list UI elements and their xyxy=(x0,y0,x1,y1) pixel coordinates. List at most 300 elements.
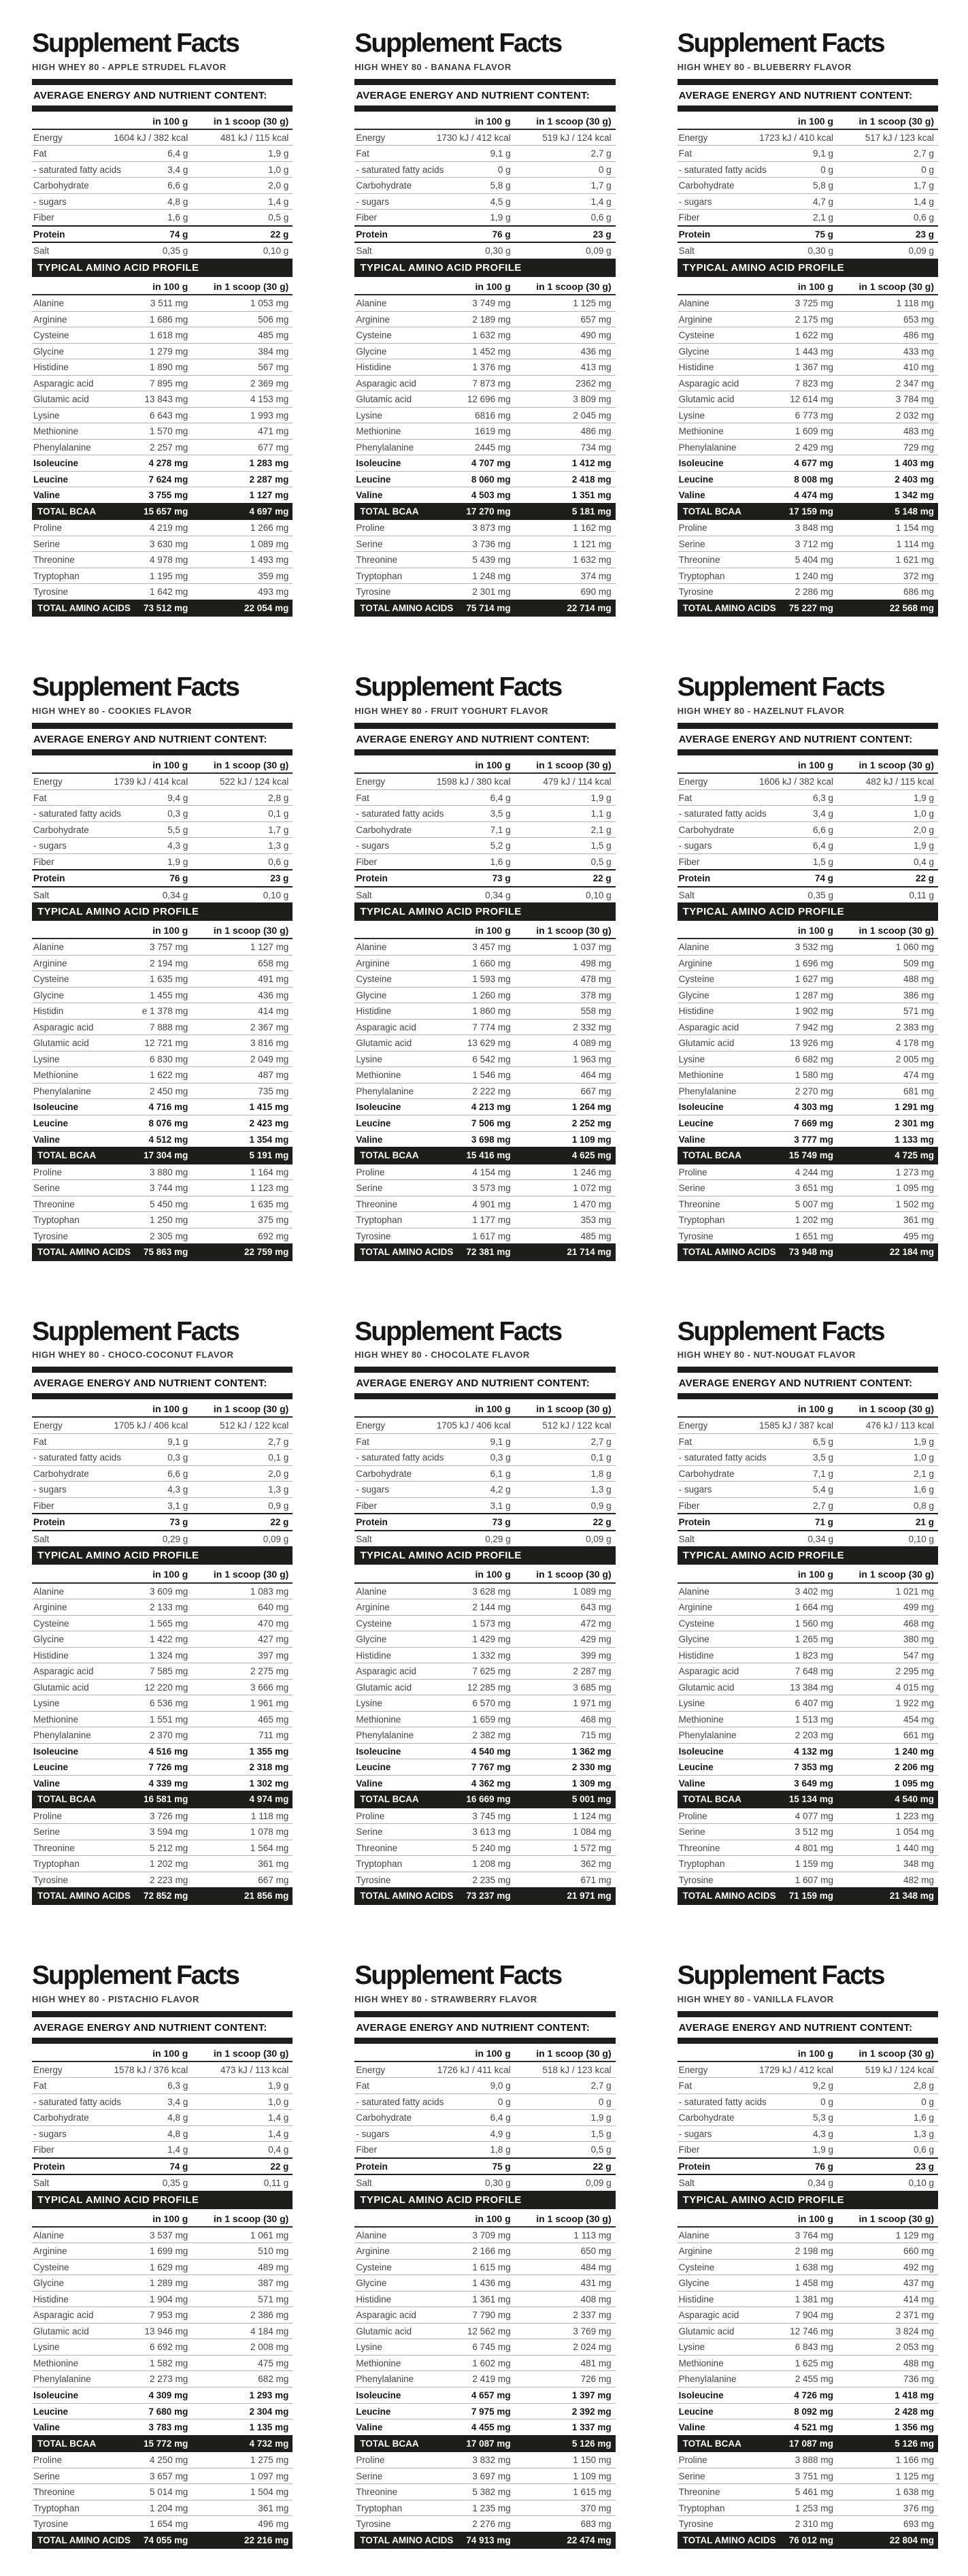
row-value-scoop: 667 mg xyxy=(258,1874,289,1885)
row-value-100g: 2 419 mg xyxy=(472,2374,511,2385)
row-value-scoop: 2 332 mg xyxy=(573,1022,612,1032)
row-value-scoop: 1 150 mg xyxy=(573,2455,612,2466)
row-label: Isoleucine xyxy=(356,2390,401,2400)
row-value-100g: 2 455 mg xyxy=(795,2374,833,2385)
row-value-scoop: 1,4 g xyxy=(268,196,289,207)
row-label: Glycine xyxy=(33,346,65,357)
divider-bar xyxy=(354,79,615,85)
amino-row xyxy=(678,455,938,472)
row-value-scoop: 1 061 mg xyxy=(250,2230,289,2240)
row-value-100g: 1,9 g xyxy=(167,856,188,867)
row-value-scoop: 1 113 mg xyxy=(573,2230,612,2240)
column-header-row xyxy=(354,1565,615,1583)
row-label: Proline xyxy=(33,1167,63,1177)
row-label: Carbohydrate xyxy=(356,2113,412,2123)
row-label: Valine xyxy=(33,2422,61,2433)
row-value-scoop: 0,6 g xyxy=(268,856,289,867)
row-value-scoop: 1,9 g xyxy=(913,841,934,851)
amino-row xyxy=(678,600,938,617)
row-label: Energy xyxy=(33,132,63,143)
nutrient-row xyxy=(32,2157,293,2176)
row-label: Methionine xyxy=(678,1714,724,1725)
amino-row xyxy=(678,1648,938,1664)
row-value-100g: 7 774 mg xyxy=(472,1022,511,1032)
amino-row xyxy=(32,2404,293,2420)
amino-row xyxy=(678,1791,938,1808)
row-label: Proline xyxy=(678,2455,707,2466)
column-header-100g: in 100 g xyxy=(152,760,188,771)
column-header-scoop: in 1 scoop (30 g) xyxy=(536,2213,612,2224)
divider-bar xyxy=(32,749,293,755)
row-label: Cysteine xyxy=(678,330,715,341)
nutrient-rows xyxy=(32,774,293,903)
row-label: Alanine xyxy=(33,2230,65,2240)
row-value-100g: 1 632 mg xyxy=(472,330,511,341)
amino-row xyxy=(354,2435,615,2453)
nutrient-row xyxy=(354,1466,615,1482)
row-value-100g: 1 638 mg xyxy=(795,2262,833,2272)
row-label: Histidine xyxy=(356,362,392,373)
row-value-scoop: 0,8 g xyxy=(913,1500,934,1511)
row-label: Threonine xyxy=(678,555,720,566)
row-label: Cysteine xyxy=(33,974,69,985)
row-label: Tryptophan xyxy=(356,570,403,581)
nutrient-row xyxy=(678,210,938,226)
amino-row xyxy=(678,2324,938,2340)
row-value-scoop: 506 mg xyxy=(258,314,289,325)
panel-subtitle: HIGH WHEY 80 - STRAWBERRY FLAVOR xyxy=(354,1993,537,2004)
amino-row xyxy=(32,1744,293,1760)
row-value-100g: 12 220 mg xyxy=(144,1682,188,1693)
row-value-scoop: 1,3 g xyxy=(268,1484,289,1495)
divider-bar xyxy=(354,749,615,755)
amino-row xyxy=(354,1759,615,1776)
row-value-100g: 17 087 mg xyxy=(466,2438,511,2449)
nutrient-row xyxy=(32,869,293,887)
row-value-100g: 3 757 mg xyxy=(150,942,188,953)
amino-row xyxy=(678,2339,938,2355)
row-label: Serine xyxy=(678,2471,705,2481)
amino-row xyxy=(678,939,938,956)
row-value-100g: 7 873 mg xyxy=(472,378,511,389)
panel-title: Supplement Facts xyxy=(32,1960,239,1990)
row-value-scoop: 431 mg xyxy=(580,2278,612,2289)
row-label: Threonine xyxy=(33,555,75,566)
row-value-100g: 12 614 mg xyxy=(790,394,833,405)
amino-rows xyxy=(354,1584,615,1905)
row-value-scoop: 1 109 mg xyxy=(571,1134,612,1145)
row-label: Lysine xyxy=(678,410,705,421)
row-value-100g: 9,1 g xyxy=(490,148,511,159)
amino-row xyxy=(678,2260,938,2276)
row-value-100g: 4 250 mg xyxy=(150,2455,188,2466)
amino-row xyxy=(678,1759,938,1776)
row-value-scoop: 359 mg xyxy=(258,570,289,581)
amino-row xyxy=(678,440,938,456)
row-label: Carbohydrate xyxy=(356,1468,412,1479)
nutrient-rows xyxy=(354,130,615,259)
row-label: Histidine xyxy=(356,1006,392,1017)
row-label: Glutamic acid xyxy=(356,394,412,405)
row-label: Asparagic acid xyxy=(33,378,94,389)
row-value-100g: 1 429 mg xyxy=(472,1634,511,1645)
row-value-scoop: 483 mg xyxy=(903,426,934,437)
column-header-100g: in 100 g xyxy=(152,925,188,936)
row-value-scoop: 471 mg xyxy=(258,426,289,437)
row-value-100g: 12 562 mg xyxy=(467,2326,511,2336)
row-value-scoop: 2 304 mg xyxy=(249,2406,289,2417)
row-value-100g: 74 g xyxy=(169,2161,188,2172)
column-header-100g: in 100 g xyxy=(475,1403,511,1415)
amino-row xyxy=(354,1824,615,1840)
row-label: Protein xyxy=(356,2161,388,2172)
amino-row xyxy=(354,1228,615,1245)
amino-row xyxy=(32,2339,293,2355)
row-value-100g: 3 783 mg xyxy=(148,2422,188,2433)
amino-row xyxy=(354,988,615,1004)
divider-bar xyxy=(32,2038,293,2044)
amino-row xyxy=(32,2228,293,2244)
row-value-100g: 1 367 mg xyxy=(795,362,833,373)
row-value-scoop: 22 054 mg xyxy=(244,602,289,613)
row-value-scoop: 0,10 g xyxy=(586,890,612,900)
column-header-100g: in 100 g xyxy=(152,1403,188,1415)
row-value-100g: 1 651 mg xyxy=(795,1230,833,1241)
row-value-scoop: 22 g xyxy=(270,1517,289,1528)
nutrient-row xyxy=(678,2078,938,2094)
row-value-100g: 1 455 mg xyxy=(150,990,188,1000)
row-value-100g: 74 913 mg xyxy=(466,2534,511,2545)
row-value-scoop: 488 mg xyxy=(903,2358,934,2368)
row-value-scoop: 491 mg xyxy=(258,974,289,985)
amino-row xyxy=(32,2371,293,2387)
supplement-panel xyxy=(322,1932,645,2576)
row-label: Serine xyxy=(33,538,61,549)
row-value-100g: 72 381 mg xyxy=(466,1247,511,1258)
amino-rows xyxy=(354,2228,615,2549)
row-label: - sugars xyxy=(33,196,67,207)
row-value-scoop: 2 330 mg xyxy=(571,1762,612,1773)
row-value-scoop: 519 kJ / 124 kcal xyxy=(542,132,612,143)
nutrient-section-header: AVERAGE ENERGY AND NUTRIENT CONTENT: xyxy=(356,734,590,746)
column-header-100g: in 100 g xyxy=(797,115,833,127)
row-value-100g: 1 659 mg xyxy=(472,1714,511,1725)
row-value-100g: 7 726 mg xyxy=(148,1762,188,1773)
row-value-scoop: 23 g xyxy=(270,873,289,884)
row-value-scoop: 512 kJ / 122 kcal xyxy=(542,1420,612,1431)
row-value-100g: 13 629 mg xyxy=(467,1038,511,1049)
row-value-scoop: 2 008 mg xyxy=(250,2342,289,2353)
row-value-scoop: 433 mg xyxy=(903,346,934,357)
row-label: TOTAL BCAA xyxy=(360,506,419,517)
amino-rows xyxy=(678,2228,938,2549)
row-label: - saturated fatty acids xyxy=(356,164,444,175)
amino-row xyxy=(354,1791,615,1808)
nutrient-row xyxy=(32,774,293,790)
row-value-100g: 9,1 g xyxy=(812,148,833,159)
row-label: Fiber xyxy=(678,2145,700,2155)
row-value-100g: 2 305 mg xyxy=(150,1230,188,1241)
row-label: Tryptophan xyxy=(33,1215,80,1226)
nutrient-row xyxy=(354,2126,615,2142)
row-label: Glycine xyxy=(356,1634,387,1645)
row-value-100g: 3 457 mg xyxy=(472,942,511,953)
row-value-100g: 4 726 mg xyxy=(794,2390,833,2400)
row-value-scoop: 23 g xyxy=(915,2161,934,2172)
amino-section-header: TYPICAL AMINO ACID PROFILE xyxy=(32,2191,293,2209)
row-label: Tyrosine xyxy=(356,1230,391,1241)
row-value-100g: 1 580 mg xyxy=(795,1070,833,1081)
row-label: Arginine xyxy=(356,314,390,325)
row-label: Protein xyxy=(33,873,65,884)
row-label: Leucine xyxy=(356,1118,391,1128)
row-label: Tryptophan xyxy=(33,1859,80,1870)
amino-row xyxy=(678,1003,938,1020)
row-label: Alanine xyxy=(33,1586,65,1597)
column-header-scoop: in 1 scoop (30 g) xyxy=(858,760,934,771)
row-value-scoop: 1 240 mg xyxy=(895,1746,934,1757)
row-value-scoop: 4 015 mg xyxy=(895,1682,934,1693)
amino-row xyxy=(678,1616,938,1632)
row-label: Energy xyxy=(33,1420,63,1431)
row-value-scoop: 429 mg xyxy=(580,1634,612,1645)
row-label: Alanine xyxy=(356,942,387,953)
row-value-scoop: 1,7 g xyxy=(913,180,934,191)
panel-subtitle: HIGH WHEY 80 - VANILLA FLAVOR xyxy=(677,1993,834,2004)
nutrient-row xyxy=(678,1418,938,1434)
row-value-100g: 1 324 mg xyxy=(150,1650,188,1661)
row-value-scoop: 1,0 g xyxy=(913,1452,934,1463)
row-label: Fat xyxy=(678,2081,692,2091)
row-label: TOTAL BCAA xyxy=(37,2438,97,2449)
row-value-100g: 3 777 mg xyxy=(794,1134,833,1145)
amino-row xyxy=(678,376,938,392)
amino-row xyxy=(354,2500,615,2517)
amino-row xyxy=(678,1584,938,1600)
row-value-scoop: 4 540 mg xyxy=(895,1794,934,1805)
nutrient-row xyxy=(678,1434,938,1450)
nutrient-row xyxy=(678,1450,938,1466)
row-value-100g: 1 177 mg xyxy=(472,1215,511,1226)
row-value-100g: 75 714 mg xyxy=(466,602,511,613)
row-value-scoop: 518 kJ / 123 kcal xyxy=(542,2064,612,2075)
nutrient-row xyxy=(354,194,615,210)
amino-row xyxy=(678,1067,938,1083)
row-value-scoop: 22 g xyxy=(593,2161,612,2172)
row-label: - saturated fatty acids xyxy=(678,2096,767,2107)
row-label: Isoleucine xyxy=(33,2390,79,2400)
row-label: Salt xyxy=(356,2178,372,2189)
row-label: Alanine xyxy=(678,1586,710,1597)
row-value-100g: 4 707 mg xyxy=(471,458,511,469)
row-value-scoop: 492 mg xyxy=(903,2262,934,2272)
row-label: Histidine xyxy=(33,2294,69,2304)
row-value-100g: 7 506 mg xyxy=(471,1118,511,1128)
amino-row xyxy=(32,1051,293,1068)
row-label: Alanine xyxy=(678,942,710,953)
row-label: Lysine xyxy=(356,410,382,421)
row-value-scoop: 693 mg xyxy=(903,2519,934,2530)
amino-row xyxy=(678,391,938,408)
column-header-scoop: in 1 scoop (30 g) xyxy=(213,115,289,127)
supplement-panel xyxy=(322,0,645,644)
row-value-scoop: 509 mg xyxy=(903,958,934,968)
row-label: Fiber xyxy=(678,1500,700,1511)
amino-row xyxy=(678,1020,938,1036)
row-value-100g: 3 745 mg xyxy=(472,1810,511,1821)
nutrient-row xyxy=(32,838,293,854)
row-value-scoop: 1 123 mg xyxy=(250,1183,289,1194)
row-value-scoop: 2 049 mg xyxy=(250,1054,289,1064)
row-value-scoop: 681 mg xyxy=(903,1086,934,1096)
column-header-scoop: in 1 scoop (30 g) xyxy=(213,1569,289,1580)
row-label: Methionine xyxy=(33,1070,79,1081)
row-label: Tryptophan xyxy=(356,1859,403,1870)
row-label: Salt xyxy=(33,246,50,257)
row-label: TOTAL AMINO ACIDS xyxy=(682,1247,776,1258)
row-label: Salt xyxy=(678,890,695,900)
row-label: - sugars xyxy=(33,1484,67,1495)
row-value-scoop: 22 g xyxy=(270,2161,289,2172)
nutrient-row xyxy=(678,130,938,146)
row-value-scoop: 683 mg xyxy=(580,2519,612,2530)
row-value-100g: 1 609 mg xyxy=(795,426,833,437)
row-label: Threonine xyxy=(678,1842,720,1853)
row-label: Tyrosine xyxy=(356,587,391,598)
amino-row xyxy=(32,2468,293,2485)
row-label: Fiber xyxy=(356,2145,378,2155)
amino-row xyxy=(678,2387,938,2404)
row-label: - saturated fatty acids xyxy=(678,1452,767,1463)
row-value-scoop: 2 206 mg xyxy=(895,1762,934,1773)
row-label: Arginine xyxy=(678,958,713,968)
row-label: Phenylalanine xyxy=(33,1730,91,1741)
row-value-scoop: 1,6 g xyxy=(913,2113,934,2123)
amino-row xyxy=(32,1727,293,1744)
row-value-scoop: 22 g xyxy=(915,873,934,884)
supplement-panel xyxy=(0,1932,322,2576)
amino-row xyxy=(678,1712,938,1728)
amino-row xyxy=(32,2387,293,2404)
amino-section-header: TYPICAL AMINO ACID PROFILE xyxy=(678,1546,938,1565)
row-label: Carbohydrate xyxy=(678,2113,735,2123)
amino-row xyxy=(32,327,293,344)
row-value-scoop: 3 666 mg xyxy=(250,1682,289,1693)
column-header-scoop: in 1 scoop (30 g) xyxy=(213,1403,289,1415)
row-value-scoop: 547 mg xyxy=(903,1650,934,1661)
row-label: Isoleucine xyxy=(356,458,401,469)
amino-row xyxy=(354,584,615,600)
supplement-panel xyxy=(646,1288,968,1932)
row-value-scoop: 726 mg xyxy=(580,2374,612,2385)
row-value-100g: 17 087 mg xyxy=(788,2438,833,2449)
column-header-100g: in 100 g xyxy=(152,2213,188,2224)
amino-row xyxy=(32,2435,293,2453)
row-label: Phenylalanine xyxy=(678,1086,737,1096)
row-value-100g: 1 686 mg xyxy=(150,314,188,325)
amino-row xyxy=(32,359,293,376)
row-label: Leucine xyxy=(33,1118,69,1128)
row-value-scoop: 1 403 mg xyxy=(895,458,934,469)
row-label: Energy xyxy=(678,1420,708,1431)
row-label: Energy xyxy=(356,1420,386,1431)
nutrient-row xyxy=(354,178,615,194)
panel-title: Supplement Facts xyxy=(354,1960,562,1990)
row-label: - sugars xyxy=(678,196,712,207)
row-value-100g: 1 422 mg xyxy=(150,1634,188,1645)
row-value-scoop: 2,7 g xyxy=(590,1436,612,1447)
row-value-scoop: 378 mg xyxy=(580,990,612,1000)
row-value-100g: 1 570 mg xyxy=(150,426,188,437)
nutrient-row xyxy=(678,2142,938,2158)
row-label: Alanine xyxy=(678,298,710,309)
row-value-scoop: 1 037 mg xyxy=(573,942,612,953)
row-value-100g: 4 244 mg xyxy=(795,1167,833,1177)
row-value-scoop: 2 367 mg xyxy=(250,1022,289,1032)
row-label: Serine xyxy=(33,2471,61,2481)
row-value-scoop: 1 166 mg xyxy=(895,2455,934,2466)
column-header-row xyxy=(32,2209,293,2228)
row-value-100g: 1 699 mg xyxy=(150,2246,188,2257)
row-label: Asparagic acid xyxy=(356,1666,416,1677)
row-label: Histidine xyxy=(678,362,714,373)
row-value-100g: 1,9 g xyxy=(812,2145,833,2155)
row-label: Glutamic acid xyxy=(356,2326,412,2336)
row-value-scoop: 2,7 g xyxy=(590,148,612,159)
amino-row xyxy=(678,1727,938,1744)
amino-section-header: TYPICAL AMINO ACID PROFILE xyxy=(678,259,938,277)
nutrient-row xyxy=(678,2126,938,2142)
row-value-100g: 3 736 mg xyxy=(472,538,511,549)
row-label: Phenylalanine xyxy=(33,2374,91,2385)
row-value-scoop: 485 mg xyxy=(258,330,289,341)
row-value-100g: 1 582 mg xyxy=(150,2358,188,2368)
row-value-100g: 3,1 g xyxy=(167,1500,188,1511)
row-label: Salt xyxy=(356,890,372,900)
row-value-100g: 2 450 mg xyxy=(150,1086,188,1096)
row-value-scoop: 0,6 g xyxy=(913,2145,934,2155)
nutrient-row xyxy=(678,1531,938,1548)
row-label: Arginine xyxy=(33,958,67,968)
row-label: Energy xyxy=(33,777,63,787)
amino-row xyxy=(354,1132,615,1148)
row-label: Fiber xyxy=(33,2145,54,2155)
row-value-100g: 6 542 mg xyxy=(472,1054,511,1064)
column-header-100g: in 100 g xyxy=(475,760,511,771)
amino-row xyxy=(678,1887,938,1905)
amino-row xyxy=(32,2516,293,2532)
row-label: Fat xyxy=(33,148,47,159)
amino-section-header: TYPICAL AMINO ACID PROFILE xyxy=(678,2191,938,2209)
amino-row xyxy=(678,1212,938,1228)
row-value-100g: 1 436 mg xyxy=(472,2278,511,2289)
row-value-scoop: 397 mg xyxy=(258,1650,289,1661)
amino-row xyxy=(354,2275,615,2292)
amino-row xyxy=(678,2292,938,2308)
row-label: Glycine xyxy=(33,990,65,1000)
row-value-scoop: 571 mg xyxy=(903,1006,934,1017)
row-label: Arginine xyxy=(33,314,67,325)
amino-row xyxy=(32,1180,293,1196)
row-label: Glutamic acid xyxy=(678,1038,735,1049)
amino-row xyxy=(678,1099,938,1115)
row-label: - saturated fatty acids xyxy=(33,2096,122,2107)
row-value-scoop: 735 mg xyxy=(258,1086,289,1096)
amino-row xyxy=(678,552,938,568)
column-header-scoop: in 1 scoop (30 g) xyxy=(858,115,934,127)
row-value-scoop: 2,8 g xyxy=(913,2081,934,2091)
row-label: Serine xyxy=(33,1827,61,1838)
